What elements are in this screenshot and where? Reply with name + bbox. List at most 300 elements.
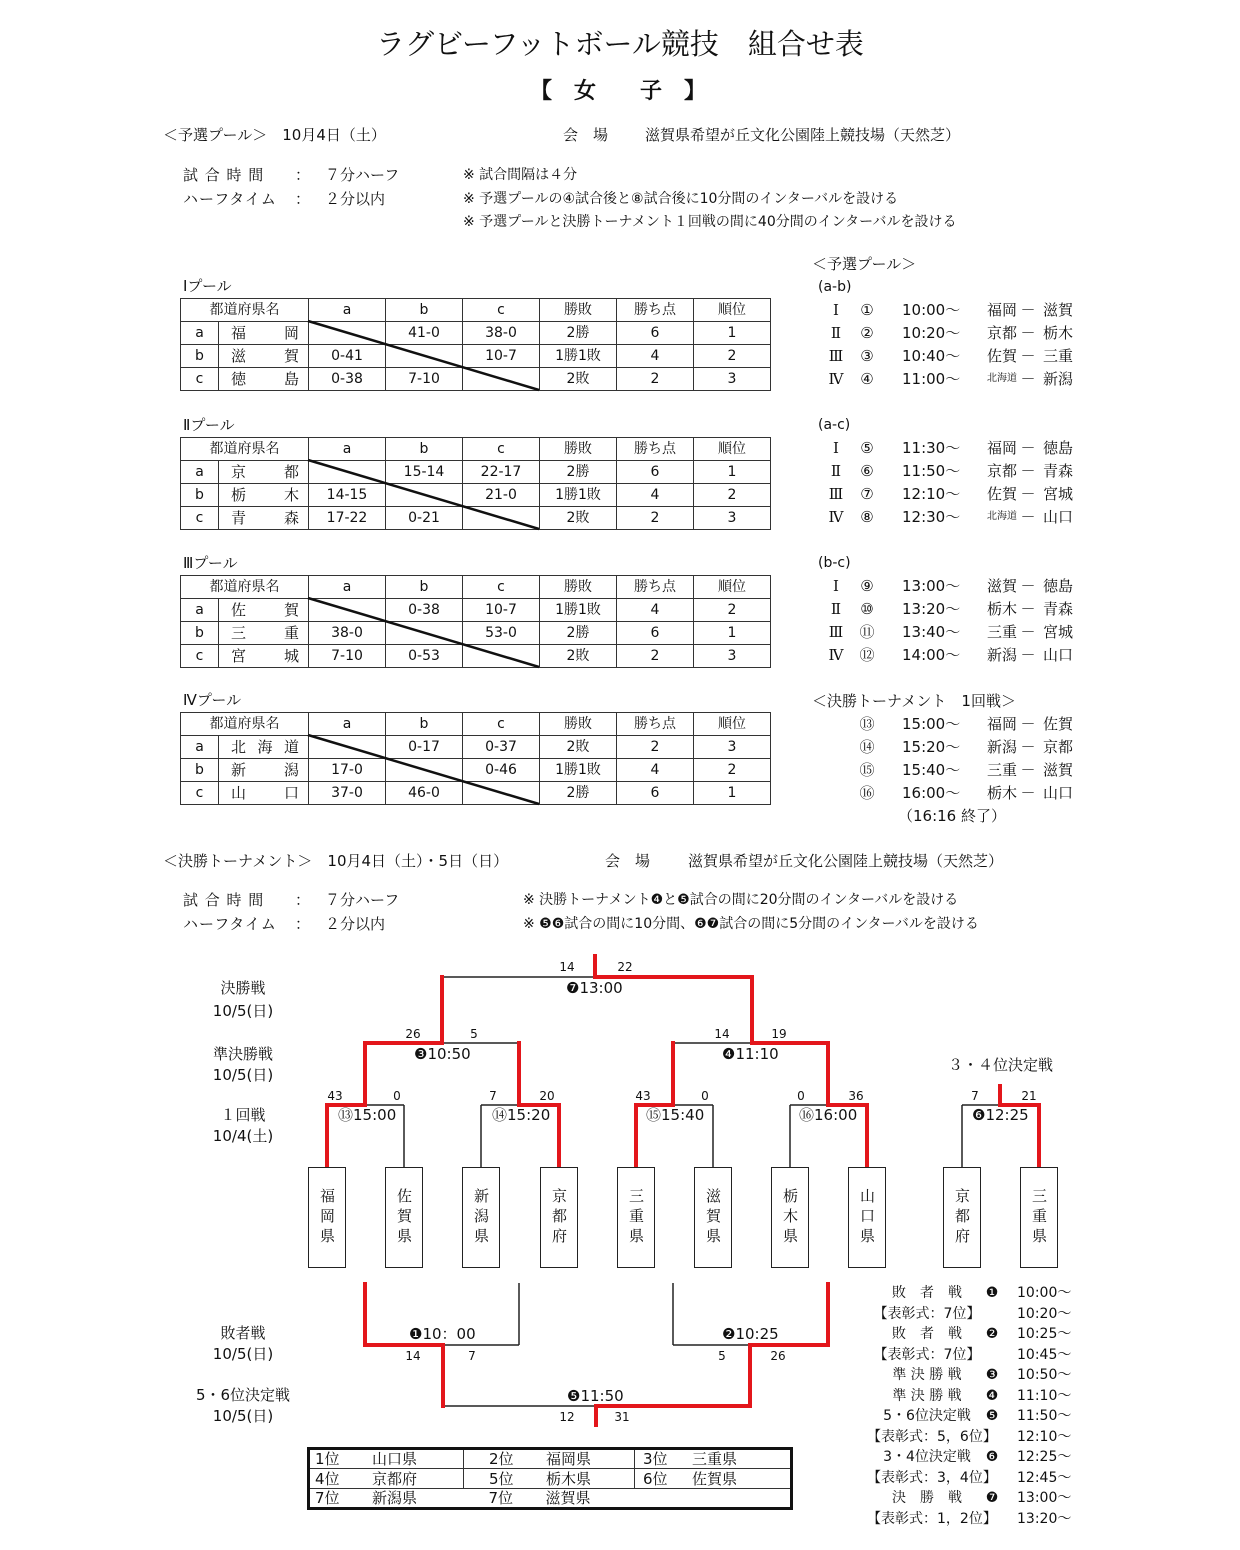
header-cell: 順位 [694,299,771,322]
record-cell: 2勝 [540,461,617,484]
rank-cell: 1 [694,622,771,645]
team-name: 新潟 [219,759,309,782]
match-time: 15:40 [661,1106,705,1124]
away-team: 徳島 [1043,439,1074,457]
match-time: 12:30～ [902,508,961,526]
round-label-final: 決勝戦 [220,979,266,997]
team-box [943,1167,981,1268]
event-label: 【表彰式：1，2位】 [867,1510,997,1527]
match-number: ⑬ [859,715,875,733]
match-time: 14:00～ [902,646,961,664]
diagonal-line [308,735,539,804]
match-number-icon: ❻ [972,1106,986,1124]
match-time-rule [183,166,443,184]
header-cell: 順位 [694,576,771,599]
team-name: 三重県 [692,1450,738,1468]
match-separator: － [1020,600,1036,618]
pool-number: Ⅰ [833,439,839,457]
away-team: 三重 [1043,347,1074,365]
score-cell: 10-7 [463,345,540,368]
match-label-r1-15 [646,1106,704,1124]
event-time: 10:20～ [1017,1305,1072,1322]
match-number-icon: ❼ [985,1490,999,1506]
tournament-heading: ＜決勝トーナメント＞ 10月4日（土）・5日（日） [163,852,509,870]
standings-cell [309,1469,464,1489]
match-number-icon: ❸ [414,1045,428,1063]
pool-4 [180,691,770,804]
event-label: 5・6位決定戦 [883,1408,971,1424]
rank-cell: 2 [694,759,771,782]
event-time: 10:45～ [1017,1346,1072,1363]
schedule-row [812,370,1102,388]
score-cell: 0-53 [386,645,463,668]
match-label-sf2 [722,1045,779,1063]
away-team: 栃木 [1043,324,1074,342]
match-time: 12:25 [985,1106,1029,1124]
match-time: 13:00 [579,979,623,997]
points-cell: 6 [617,782,694,805]
record-cell: 2敗 [540,368,617,391]
match-separator: － [1020,508,1036,526]
schedule-row [812,347,1102,365]
schedule-row [812,324,1102,342]
pool-title: Ⅱプール [183,416,235,434]
match-time: 16:00～ [902,784,961,802]
score-r1-15-right: 0 [701,1089,709,1103]
pool-number: Ⅲ [828,485,844,503]
row-id: a [181,461,219,484]
match-number: ⑥ [860,462,874,480]
event-label: 【表彰式：3，4位】 [867,1469,997,1486]
pool-header-row [181,713,771,736]
score-cell: 7-10 [309,645,386,668]
finals-schedule-row [860,1427,1090,1448]
match-label-fifth [567,1387,624,1405]
pool-2 [180,416,770,529]
points-cell: 4 [617,345,694,368]
home-team: 佐賀 [986,485,1017,503]
row-id: a [181,322,219,345]
score-cell: 17-22 [309,507,386,530]
away-team: 滋賀 [1043,301,1074,319]
pool-note: ※ 試合間隔は４分 [463,167,578,183]
team-name: 宮城 [219,645,309,668]
pool-title: Ⅳプール [183,691,242,709]
score-cell: 0-21 [386,507,463,530]
schedule-row [812,623,1102,641]
event-time: 13:20～ [1017,1510,1072,1527]
row-id: c [181,368,219,391]
pool-schedule-heading-wrap [812,255,1102,275]
pool-title: Ⅰプール [183,277,232,295]
rank-cell: 3 [694,368,771,391]
score-cell: 7-10 [386,368,463,391]
home-team: 福岡 [986,301,1017,319]
standings-cell [635,1469,792,1489]
match-separator: － [1020,347,1036,365]
finals-schedule-row [860,1509,1090,1530]
team-name: 青森 [219,507,309,530]
team-name: 新潟県 [472,1187,490,1248]
rank-cell: 3 [694,645,771,668]
team-box [771,1167,809,1268]
match-number: ⑤ [860,439,874,457]
score-cell: 38-0 [309,622,386,645]
match-time: 10:25 [735,1325,779,1343]
match-label-cons2 [722,1325,779,1343]
score-cons2-right: 26 [770,1349,786,1363]
round-date-semifinal: 10/5(日) [212,1066,274,1084]
score-cell: 17-0 [309,759,386,782]
match-number: ⑧ [860,508,874,526]
place-label: 6位 [643,1469,668,1488]
header-cell: 勝ち点 [617,438,694,461]
rank-cell: 1 [694,782,771,805]
team-name: 滋賀県 [545,1489,591,1507]
team-name: 京都府 [953,1187,971,1248]
score-fifth-right: 31 [614,1410,630,1424]
team-name: 滋賀県 [704,1187,722,1248]
header-cell: 勝ち点 [617,713,694,736]
match-time: 12:10～ [902,485,961,503]
record-cell: 2敗 [540,736,617,759]
header-cell: a [309,576,386,599]
row-id: c [181,645,219,668]
schedule-group-ab [812,278,1102,393]
away-team: 山口 [1043,784,1074,802]
event-time: 12:10～ [1017,1428,1072,1445]
standings-cell [635,1449,792,1469]
away-team: 宮城 [1043,485,1074,503]
match-number-icon: ❹ [985,1387,999,1404]
rule-separator: ： [295,915,311,933]
match-separator: － [1020,485,1036,503]
team-box [385,1167,423,1268]
home-team: 栃木 [986,784,1017,802]
event-time: 10:50～ [1017,1367,1072,1383]
match-number: ⑯ [859,784,875,802]
rule-label: ハーフタイム [183,915,277,933]
header-cell: a [309,299,386,322]
schedule-row [812,508,1102,526]
header-cell: b [386,713,463,736]
match-separator: － [1020,784,1036,802]
score-cell: 53-0 [463,622,540,645]
standings-cell [464,1489,635,1509]
standings-row [309,1449,792,1469]
score-cell: 10-7 [463,599,540,622]
header-cell: b [386,576,463,599]
row-id: a [181,599,219,622]
match-number-icon: ❻ [985,1449,999,1465]
finals-schedule-row [860,1324,1090,1345]
match-time: 13:00～ [902,577,961,595]
match-number: ⑩ [860,600,874,618]
schedule-group-label: (a-b) [818,279,852,295]
pool-number: Ⅱ [830,600,842,618]
match-number: ④ [860,370,874,388]
half-time-rule [183,190,443,208]
row-id: a [181,736,219,759]
row-id: c [181,507,219,530]
match-time: 16:00 [814,1106,858,1124]
score-third-right: 21 [1021,1089,1037,1103]
home-team: 新潟 [986,646,1017,664]
team-name: 栃木県 [546,1469,592,1488]
away-team: 佐賀 [1043,715,1074,733]
page-title: ラグビーフットボール競技 組合せ表 [376,27,864,61]
event-label: 準 決 勝 戦 [892,1367,962,1383]
home-team: 三重 [986,761,1017,779]
pool-number: Ⅳ [828,508,844,526]
standings-row [309,1469,792,1489]
final-standings-table [307,1447,793,1510]
schedule-row [812,646,1102,664]
round-label-fifth-place: 5・6位決定戦 [195,1386,291,1404]
score-cell: 21-0 [463,484,540,507]
away-team: 徳島 [1043,577,1074,595]
rank-cell: 3 [694,736,771,759]
schedule-row [812,761,1102,779]
record-cell: 1勝1敗 [540,759,617,782]
match-time: 11:00～ [902,370,961,388]
event-label: 敗 者 戦 [892,1285,962,1301]
header-prefecture: 都道府県名 [181,438,309,461]
tournament-half-time-rule [183,915,443,933]
pool-header-row [181,576,771,599]
pool-title: Ⅲプール [183,554,238,572]
rule-value: ２分以内 [325,915,386,933]
event-time: 13:00～ [1017,1490,1072,1506]
pool-number: Ⅱ [830,462,842,480]
header-cell: 勝敗 [540,576,617,599]
header-prefecture: 都道府県名 [181,713,309,736]
points-cell: 4 [617,484,694,507]
score-r1-14-right: 20 [539,1089,555,1103]
away-team: 京都 [1043,738,1074,756]
header-cell: c [463,438,540,461]
home-team: 三重 [986,623,1017,641]
venue-label: 会 場 [563,126,609,144]
score-cell: 46-0 [386,782,463,805]
match-time: 15:20～ [902,738,961,756]
header-cell: 勝敗 [540,299,617,322]
match-number: ⑦ [860,485,874,503]
match-time: 15:00～ [902,715,961,733]
match-label-sf1 [414,1045,471,1063]
match-number-icon: ⑯ [799,1106,815,1124]
score-cell: 22-17 [463,461,540,484]
team-box [848,1167,886,1268]
team-name: 福岡県 [318,1187,336,1248]
pool-number: Ⅳ [828,646,844,664]
match-time: 11:30～ [902,439,961,457]
rule-label: 試 合 時 間 [183,166,265,184]
round-date-consolation: 10/5(日) [212,1345,274,1363]
match-time: 10:20～ [902,324,961,342]
points-cell: 6 [617,622,694,645]
team-name: 山口 [219,782,309,805]
pool-schedule-heading: ＜予選プール＞ [812,255,917,273]
event-label: 決 勝 戦 [892,1490,962,1506]
schedule-row [812,301,1102,319]
team-name: 山口県 [372,1450,418,1468]
header-cell: b [386,299,463,322]
match-time: 11:50～ [902,462,961,480]
place-label: 4位 [315,1469,340,1488]
team-box [617,1167,655,1268]
away-team: 山口 [1043,508,1074,526]
tournament-note: ※ 決勝トーナメント❹と❺試合の間に20分間のインターバルを設ける [523,892,959,908]
round-date-fifth-place: 10/5(日) [212,1407,274,1425]
match-number-icon: ❺ [567,1387,581,1405]
rule-separator: ： [295,891,311,909]
match-time: 13:20～ [902,600,961,618]
score-sf1-right: 5 [470,1027,478,1041]
schedule-row [812,784,1102,802]
home-team: 新潟 [986,738,1017,756]
team-name: 三重県 [1030,1187,1048,1248]
row-id: b [181,622,219,645]
away-team: 滋賀 [1043,761,1074,779]
pool-note: ※ 予選プールの④試合後と⑧試合後に10分間のインターバルを設ける [463,191,899,207]
rule-value: ７分ハーフ [325,891,400,909]
schedule-row [812,738,1102,756]
points-cell: 6 [617,322,694,345]
tournament-match-time-rule [183,891,443,909]
score-final-right: 22 [617,960,633,974]
header-cell: 順位 [694,713,771,736]
match-time: 11:50 [580,1387,624,1405]
rule-separator: ： [295,166,311,184]
match-separator: － [1020,738,1036,756]
match-separator: － [1020,577,1036,595]
match-number-icon: ❼ [566,979,580,997]
points-cell: 6 [617,461,694,484]
match-time: 15:20 [507,1106,551,1124]
record-cell: 2敗 [540,645,617,668]
third-place-title: ３・４位決定戦 [948,1056,1054,1074]
event-time: 10:25～ [1017,1326,1072,1342]
finals-schedule-row [860,1468,1090,1489]
match-time: 10:00～ [902,301,961,319]
diagonal-slash [308,460,539,529]
standings-cell [309,1489,464,1509]
score-fifth-left: 12 [559,1410,575,1424]
match-number: ⑫ [859,646,875,664]
score-cell: 0-17 [386,736,463,759]
finals-schedule-row [860,1283,1090,1304]
pool-header-row [181,438,771,461]
team-name: 福岡県 [546,1450,592,1468]
round-label-semifinal: 準決勝戦 [212,1045,273,1063]
score-final-left: 14 [559,960,575,974]
header-cell: a [309,713,386,736]
row-id: b [181,759,219,782]
home-team: 京都 [986,462,1017,480]
team-name: 佐賀 [219,599,309,622]
event-time: 10:00～ [1017,1285,1072,1301]
match-label-third [972,1106,1029,1124]
diagonal-slash [308,598,539,667]
home-team: 北海道 [987,373,1017,384]
points-cell: 2 [617,736,694,759]
record-cell: 2勝 [540,782,617,805]
header-cell: 勝敗 [540,438,617,461]
match-number-icon: ❷ [722,1325,736,1343]
schedule-row [812,600,1102,618]
schedule-row [812,462,1102,480]
diagonal-slash [308,735,539,804]
team-name: 北海道 [219,736,309,759]
diagonal-line [308,598,539,667]
finals-schedule-row [860,1365,1090,1386]
match-separator: － [1020,324,1036,342]
team-name: 山口県 [858,1187,876,1248]
team-box [540,1167,578,1268]
pool-3 [180,554,770,667]
match-number: ① [860,301,874,319]
score-third-left: 7 [971,1089,979,1103]
team-name: 新潟県 [372,1489,418,1507]
home-team: 佐賀 [986,347,1017,365]
match-time: 10：00 [422,1325,476,1343]
match-label-r1-14 [492,1106,550,1124]
header-cell: 勝ち点 [617,299,694,322]
round-label-consolation: 敗者戦 [220,1324,266,1342]
match-number-icon: ⑭ [492,1106,508,1124]
score-r1-14-left: 7 [489,1089,497,1103]
event-time: 11:10～ [1017,1387,1072,1404]
score-cell: 0-37 [463,736,540,759]
team-box [308,1167,346,1268]
points-cell: 4 [617,759,694,782]
match-number-icon: ❸ [985,1367,999,1383]
pool-number: Ⅲ [828,347,844,365]
pool-number: Ⅰ [833,577,839,595]
place-label: 5位 [489,1469,514,1488]
home-team: 京都 [986,324,1017,342]
pool-note: ※ 予選プールと決勝トーナメント１回戦の間に40分間のインターバルを設ける [463,214,957,230]
round-date-first-round: 10/4(土) [212,1127,274,1145]
rank-cell: 1 [694,461,771,484]
home-team: 福岡 [986,715,1017,733]
record-cell: 2勝 [540,322,617,345]
standings-row [309,1489,792,1509]
schedule-row [812,715,1102,733]
score-sf2-left: 14 [714,1027,730,1041]
score-r1-13-left: 43 [327,1089,343,1103]
rule-separator: ： [295,190,311,208]
team-box [462,1167,500,1268]
score-cell: 38-0 [463,322,540,345]
score-cell: 15-14 [386,461,463,484]
match-number-icon: ⑬ [338,1106,354,1124]
finals-schedule-row [860,1447,1090,1468]
standings-cell-empty [635,1489,792,1509]
team-name: 京都 [219,461,309,484]
score-cell: 14-15 [309,484,386,507]
finals-schedule-row [860,1386,1090,1407]
team-name: 滋賀 [219,345,309,368]
event-label: 【表彰式：5，6位】 [867,1428,997,1445]
event-label: 【表彰式：7位】 [873,1305,981,1322]
team-box [1020,1167,1058,1268]
rank-cell: 2 [694,484,771,507]
header-cell: a [309,438,386,461]
diagonal-slash [308,321,539,390]
schedule-end-note: （16:16 終了） [898,807,1006,825]
